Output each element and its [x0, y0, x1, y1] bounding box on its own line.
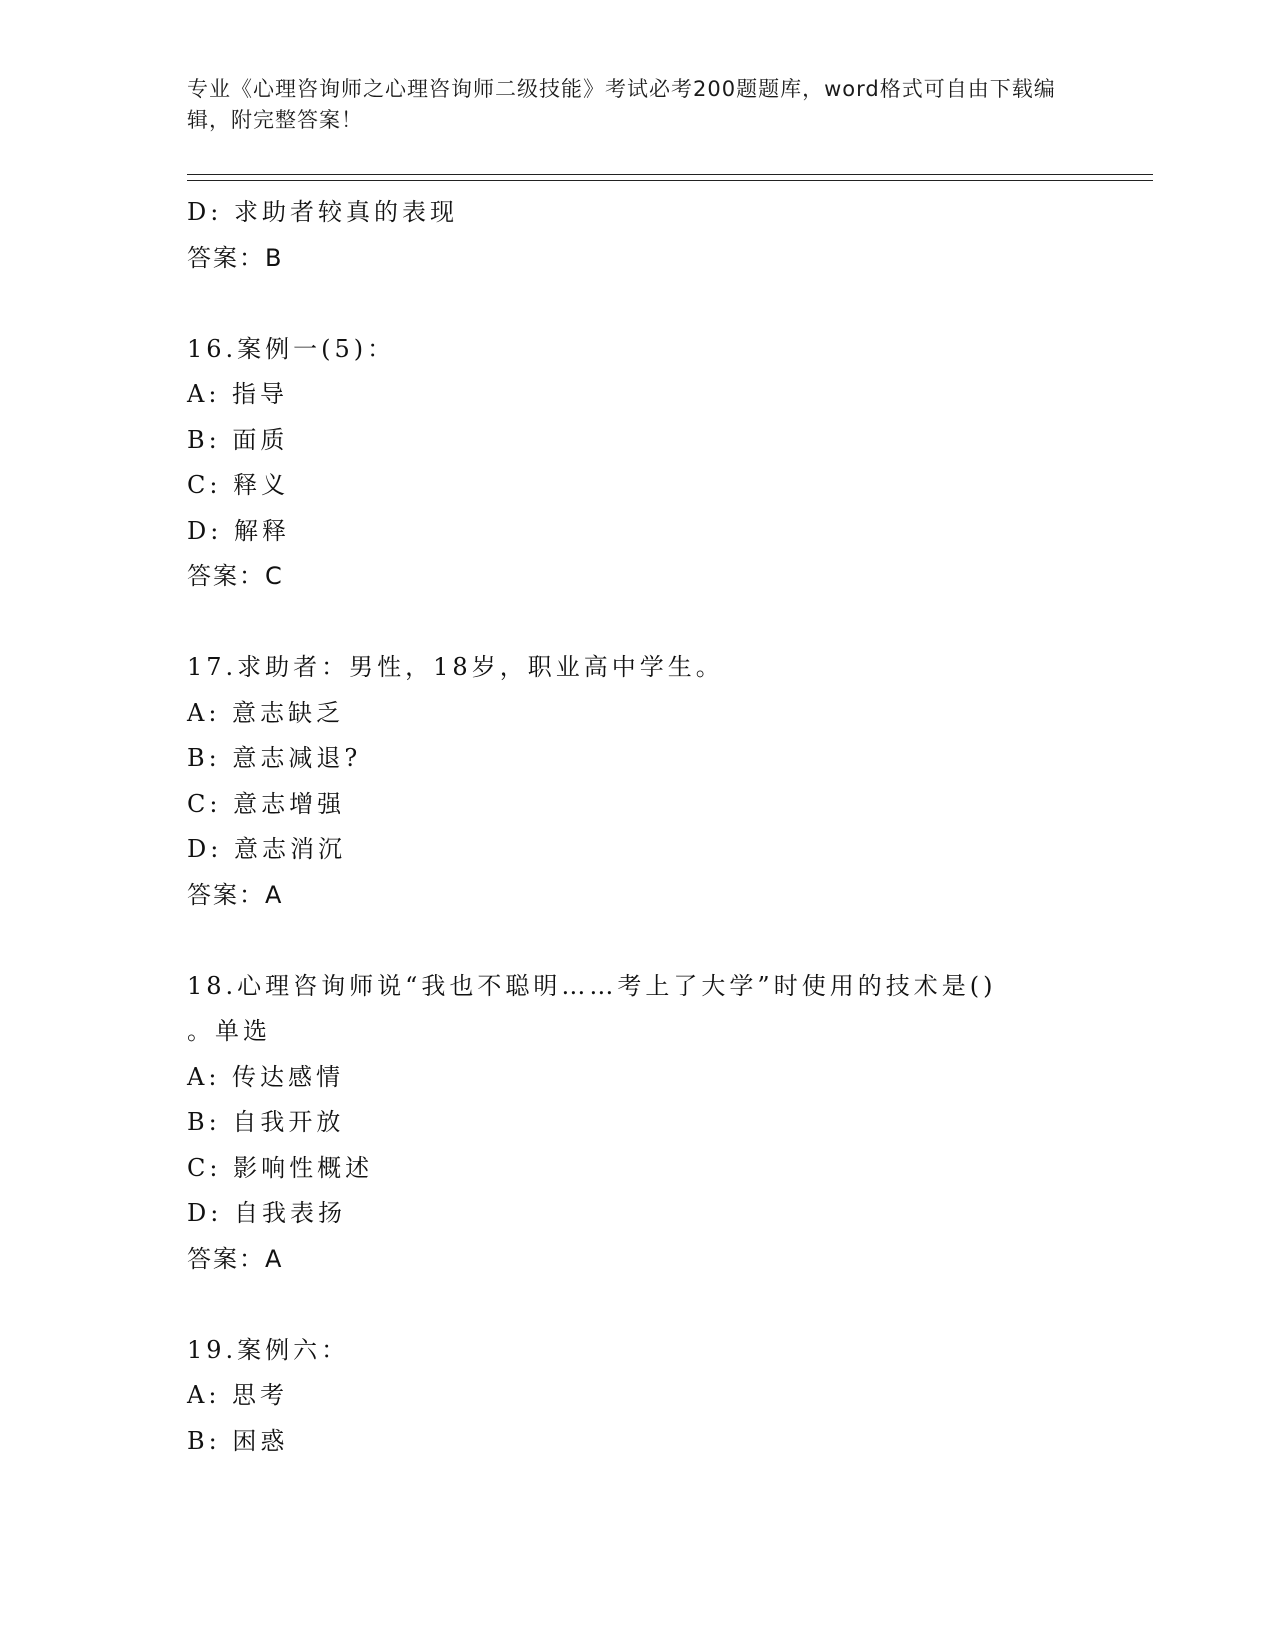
spacer — [187, 918, 1067, 964]
option-b: B: 意志减退? — [187, 744, 362, 772]
option-d: D: 意志消沉 — [187, 835, 346, 863]
spacer — [187, 1282, 1067, 1328]
header-divider-bottom — [187, 180, 1153, 181]
question-17 — [187, 645, 1067, 918]
question-stem-line-1: 18.心理咨询师说“我也不聪明……考上了大学”时使用的技术是() — [187, 971, 997, 1000]
option-b: B: 面质 — [187, 425, 289, 454]
header-divider-top — [187, 174, 1153, 175]
answer-label: 答案：A — [187, 1244, 284, 1273]
question-list — [187, 190, 1067, 1464]
question-16 — [187, 327, 1067, 600]
option-b: B: 困惑 — [187, 1426, 289, 1455]
answer-label: 答案：C — [187, 562, 284, 590]
question-stem: 16.案例一(5)： — [187, 334, 396, 363]
document-header: 专业《心理咨询师之心理咨询师二级技能》考试必考200题题库，word格式可自由下载编辑，附完整答案！ — [187, 77, 1056, 132]
option-a: A: 传达感情 — [187, 1062, 345, 1091]
option-d: D: 自我表扬 — [187, 1199, 346, 1227]
spacer — [187, 281, 1067, 327]
option-c: C: 意志增强 — [187, 789, 346, 818]
option-b: B: 自我开放 — [187, 1108, 345, 1136]
spacer — [187, 600, 1067, 646]
option-a: A: 指导 — [187, 380, 289, 408]
answer-label: 答案：B — [187, 243, 284, 272]
option-d: D: 求助者较真的表现 — [187, 198, 458, 226]
question-stem-line-2: 。单选 — [187, 1017, 271, 1045]
option-c: C: 释义 — [187, 471, 290, 499]
question-stem: 19.案例六： — [187, 1335, 350, 1364]
option-a: A: 意志缺乏 — [187, 698, 345, 727]
question-15-tail — [187, 190, 1067, 281]
question-stem: 17.求助者：男性，18岁，职业高中学生。 — [187, 653, 724, 681]
question-18 — [187, 964, 1067, 1283]
question-19 — [187, 1328, 1067, 1465]
option-d: D: 解释 — [187, 516, 290, 545]
option-c: C: 影响性概述 — [187, 1153, 374, 1182]
option-a: A: 思考 — [187, 1381, 289, 1409]
answer-label: 答案：A — [187, 880, 284, 909]
